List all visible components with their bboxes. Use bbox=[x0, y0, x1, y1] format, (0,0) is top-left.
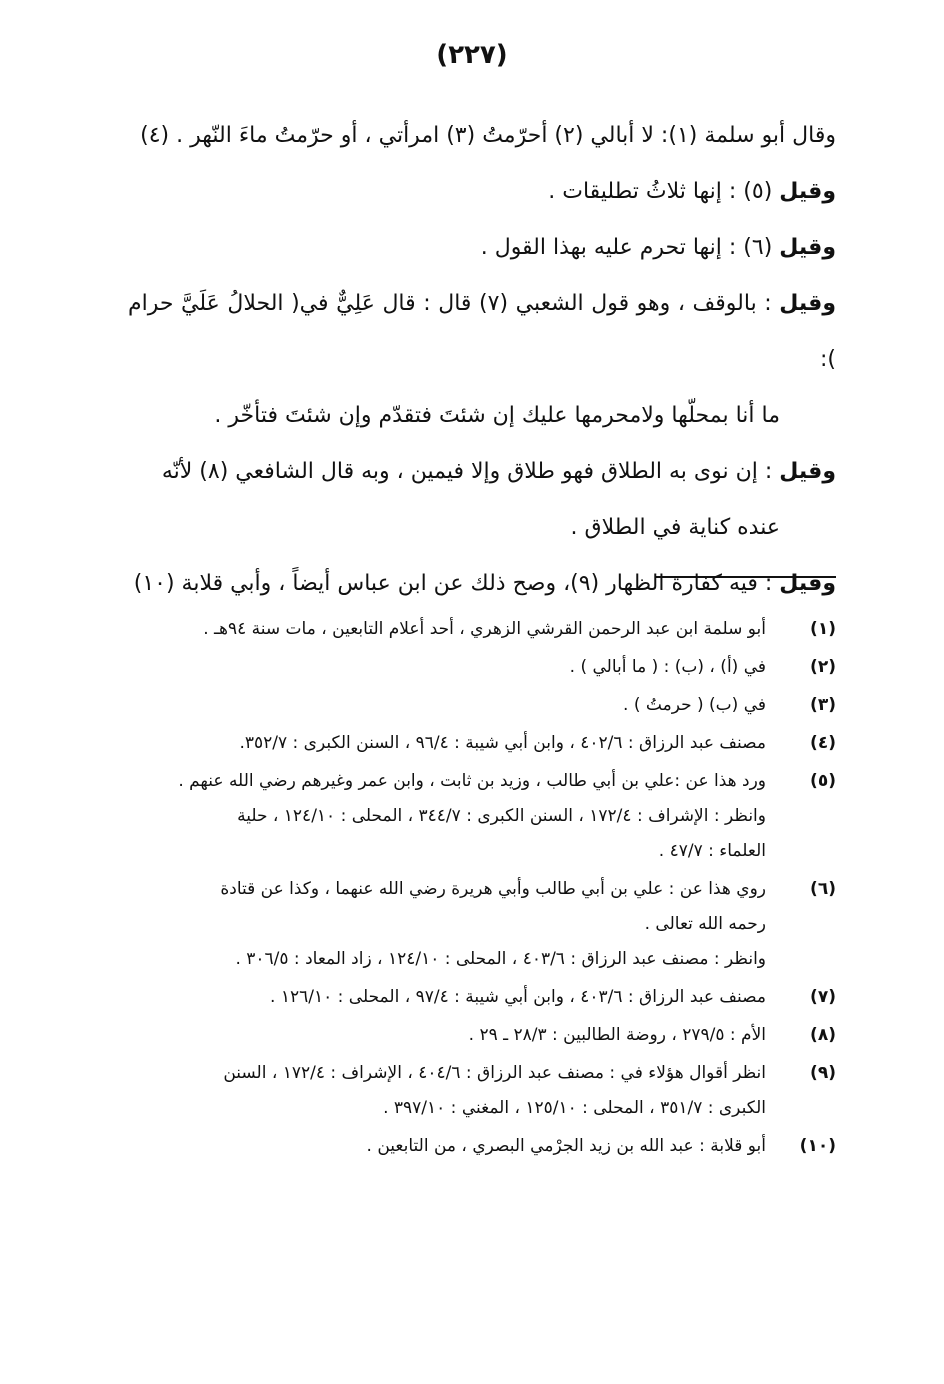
footnote-text bbox=[128, 1018, 766, 1053]
footnote-text bbox=[128, 764, 766, 869]
footnote-line: مصنف عبد الرزاق : ٤٠٣/٦ ، وابن أبي شيبة : ٩٧/٤ ، المحلى : ١٢٦/١٠ . bbox=[270, 987, 766, 1007]
paragraph-lead: وقيل bbox=[779, 235, 836, 260]
paragraph-1 bbox=[128, 108, 836, 164]
footnote-line: وانظر : مصنف عبد الرزاق : ٤٠٣/٦ ، المحلى : ١٢٤/١٠ ، زاد المعاد : ٣٠٦/٥ . bbox=[235, 949, 766, 969]
paragraph-3 bbox=[128, 220, 836, 276]
footnote-number: (١) bbox=[810, 619, 836, 639]
footnote-text bbox=[128, 1129, 766, 1164]
main-text bbox=[128, 108, 836, 612]
paragraph-text: (٦) : إنها تحرم عليه بهذا القول . bbox=[480, 235, 780, 260]
footnote-8 bbox=[128, 1018, 836, 1053]
footnote-line: الأم : ٢٧٩/٥ ، روضة الطالبين : ٢٨/٣ ـ ٢٩ . bbox=[468, 1025, 766, 1045]
footnote-line: انظر أقوال هؤلاء في : مصنف عبد الرزاق : ٤٠٤/٦ ، الإشراف : ١٧٢/٤ ، السنن bbox=[223, 1063, 766, 1083]
footnote-line: وانظر : الإشراف : ١٧٢/٤ ، السنن الكبرى : ٣٤٤/٧ ، المحلى : ١٢٤/١٠ ، حلية bbox=[237, 806, 766, 826]
footnote-line: الكبرى : ٣٥١/٧ ، المحلى : ١٢٥/١٠ ، المغني : ٣٩٧/١٠ . bbox=[383, 1098, 766, 1118]
footnote-number: (٤) bbox=[810, 733, 836, 753]
footnote-number: (٧) bbox=[810, 987, 836, 1007]
footnote-number: (٥) bbox=[810, 771, 836, 791]
footnote-2 bbox=[128, 650, 836, 685]
footnote-text bbox=[128, 872, 766, 977]
footnote-number: (٦) bbox=[810, 879, 836, 899]
paragraph-lead: وقيل bbox=[779, 179, 836, 204]
footnote-number: (٩) bbox=[810, 1063, 836, 1083]
footnote-line: روي هذا عن : علي بن أبي طالب وأبي هريرة رضي الله عنهما ، وكذا عن قتادة bbox=[220, 879, 766, 899]
footnote-5 bbox=[128, 764, 836, 869]
footnote-1 bbox=[128, 612, 836, 647]
paragraph-lead: وقيل bbox=[779, 571, 836, 596]
footnote-10 bbox=[128, 1129, 836, 1164]
paragraph-5 bbox=[128, 444, 836, 556]
footnote-7 bbox=[128, 980, 836, 1015]
paragraph-text: (٥) : إنها ثلاثُ تطليقات . bbox=[548, 179, 780, 204]
footnote-text bbox=[128, 612, 766, 647]
footnote-3 bbox=[128, 688, 836, 723]
footnote-line: مصنف عبد الرزاق : ٤٠٢/٦ ، وابن أبي شيبة : ٩٦/٤ ، السنن الكبرى : ٣٥٢/٧. bbox=[239, 733, 766, 753]
footnote-line: أبو سلمة ابن عبد الرحمن القرشي الزهري ، أحد أعلام التابعين ، مات سنة ٩٤هـ . bbox=[203, 619, 766, 639]
footnote-9 bbox=[128, 1056, 836, 1126]
paragraph-6 bbox=[128, 556, 836, 612]
footnote-line: أبو قلابة : عبد الله بن زيد الجرْمي البصري ، من التابعين . bbox=[366, 1136, 766, 1156]
paragraph-text: : إن نوى به الطلاق فهو طلاق وإلا فيمين ، وبه قال الشافعي (٨) لأنّه bbox=[161, 459, 780, 484]
paragraph-lead: وقيل bbox=[779, 459, 836, 484]
footnote-line: في (أ) ، (ب) : ( ما أبالي ) . bbox=[569, 657, 766, 677]
footnote-text bbox=[128, 726, 766, 761]
footnote-text bbox=[128, 980, 766, 1015]
footnote-line: العلماء : ٤٧/٧ . bbox=[658, 841, 766, 861]
footnote-text bbox=[128, 650, 766, 685]
footnote-number: (١٠) bbox=[799, 1136, 836, 1156]
footnote-number: (٨) bbox=[810, 1025, 836, 1045]
paragraph-text: وقال أبو سلمة (١): لا أبالي (٢) أحرّمتُ (٣) امرأتي ، أو حرّمتُ ماءَ النّهر . (٤) bbox=[140, 123, 836, 148]
paragraph-lead: وقيل bbox=[779, 291, 836, 316]
paragraph-text: : فيه كفارة الظهار (٩)، وصح ذلك عن ابن عباس أيضاً ، وأبي قلابة (١٠) bbox=[133, 571, 780, 596]
footnote-line: ورد هذا عن :علي بن أبي طالب ، وزيد بن ثابت ، وابن عمر وغيرهم رضي الله عنهم . bbox=[178, 771, 766, 791]
page-number: (٢٢٧) bbox=[436, 40, 508, 70]
paragraph-text: : بالوقف ، وهو قول الشعبي (٧) قال : قال عَلِيٌّ في( الحلالُ عَلَيَّ حرام ): bbox=[128, 291, 836, 372]
footnotes bbox=[128, 612, 836, 1167]
footnote-divider bbox=[656, 576, 836, 578]
footnote-text bbox=[128, 688, 766, 723]
footnote-line: رحمه الله تعالى . bbox=[644, 914, 766, 934]
footnote-number: (٢) bbox=[810, 657, 836, 677]
footnote-4 bbox=[128, 726, 836, 761]
footnote-line: في (ب) ( حرمتُ ) . bbox=[623, 695, 766, 715]
footnote-text bbox=[128, 1056, 766, 1126]
paragraph-continuation: عنده كناية في الطلاق . bbox=[570, 515, 780, 540]
footnote-6 bbox=[128, 872, 836, 977]
paragraph-4 bbox=[128, 276, 836, 444]
paragraph-2 bbox=[128, 164, 836, 220]
paragraph-continuation: ما أنا بمحلّها ولامحرمها عليك إن شئتَ فتقدّم وإن شئتَ فتأخّر . bbox=[214, 403, 780, 428]
footnote-number: (٣) bbox=[810, 695, 836, 715]
